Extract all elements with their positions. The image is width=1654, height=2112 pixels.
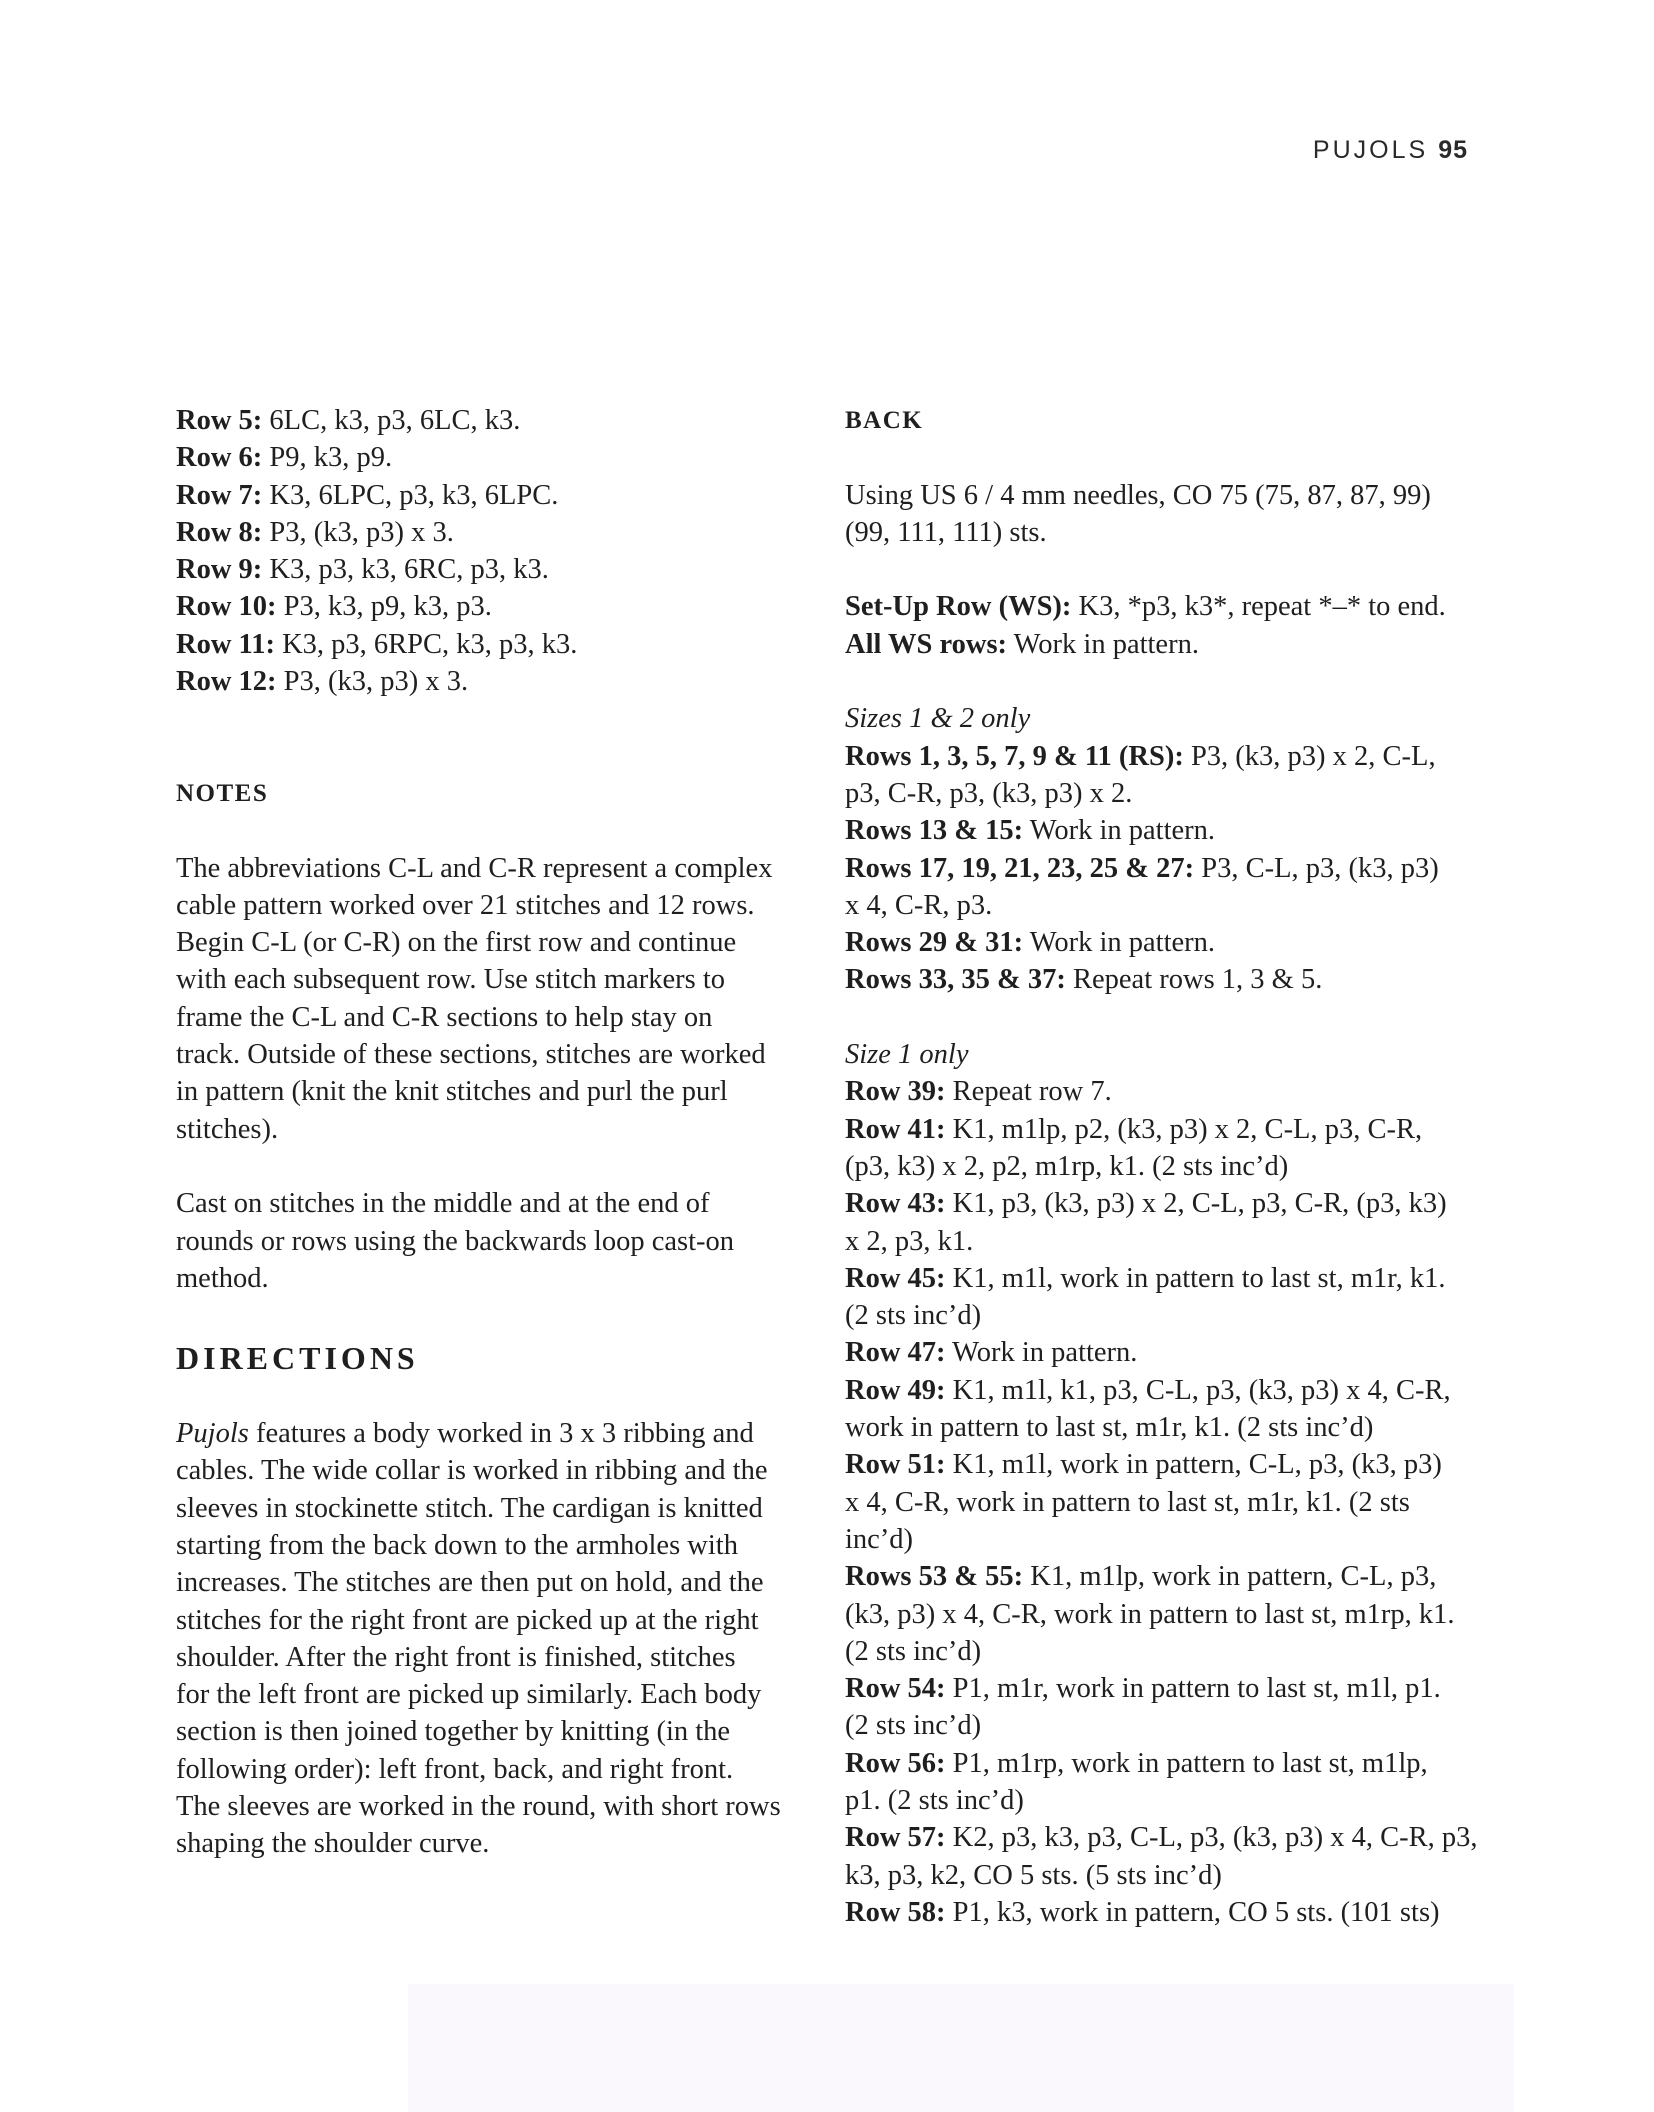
row-label: Row 47: — [845, 1337, 946, 1369]
row-label: Row 54: — [845, 1673, 946, 1705]
row-label: Row 41: — [845, 1113, 946, 1145]
text-line: stitches). — [176, 1113, 279, 1145]
pattern-row — [845, 626, 1485, 663]
row-label: Row 11: — [176, 628, 275, 660]
text-line: method. — [176, 1262, 269, 1294]
text-line — [176, 1415, 816, 1452]
pattern-row — [176, 626, 816, 663]
text-line: with each subsequent row. Use stitch markers to — [176, 964, 726, 996]
row-label: Row 56: — [845, 1747, 946, 1779]
pattern-row — [845, 588, 1485, 625]
pattern-row — [845, 812, 1485, 849]
row-text: Repeat row 7. — [945, 1076, 1112, 1108]
row-label: Set-Up Row (WS): — [845, 591, 1072, 623]
row-label: Row 7: — [176, 479, 263, 511]
row-text: P3, (k3, p3) x 2, C-L, — [1183, 740, 1436, 772]
pattern-row — [176, 663, 816, 700]
row-label: Row 57: — [845, 1822, 946, 1854]
left-column — [176, 402, 816, 1863]
pattern-row — [845, 924, 1485, 961]
pattern-row — [845, 1446, 1485, 1483]
text-line: frame the C-L and C-R sections to help stay on — [176, 1001, 713, 1033]
row-text: P3, C-L, p3, (k3, p3) — [1194, 852, 1439, 884]
row-text: p1. (2 sts inc’d) — [845, 1784, 1024, 1816]
directions-paragraph — [176, 1415, 816, 1863]
footer-band — [408, 1984, 1514, 2112]
sizes12-rows — [845, 738, 1485, 999]
pattern-row — [845, 850, 1485, 887]
pattern-row — [845, 1223, 1485, 1260]
pattern-row — [845, 1185, 1485, 1222]
row-label: Row 6: — [176, 442, 263, 474]
back-intro — [845, 477, 1485, 552]
row-label: Row 9: — [176, 554, 263, 586]
row-text: Work in pattern. — [945, 1337, 1138, 1369]
row-text: (p3, k3) x 2, p2, m1rp, k1. (2 sts inc’d) — [845, 1150, 1289, 1182]
pattern-row — [845, 1819, 1485, 1856]
row-text: K1, m1l, k1, p3, C-L, p3, (k3, p3) x 4, C-R, — [945, 1374, 1451, 1406]
row-text: work in pattern to last st, m1r, k1. (2 sts inc’d) — [845, 1412, 1374, 1444]
row-text: inc’d) — [845, 1523, 914, 1555]
row-text: k3, p3, k2, CO 5 sts. (5 sts inc’d) — [845, 1859, 1222, 1891]
pattern-row — [845, 1521, 1485, 1558]
row-label: Row 12: — [176, 666, 277, 698]
text-line: increases. The stitches are then put on hold, and the — [176, 1567, 764, 1599]
pattern-row — [845, 1558, 1485, 1595]
row-text: x 4, C-R, work in pattern to last st, m1r, k1. (2 sts — [845, 1486, 1410, 1518]
text-line: in pattern (knit the knit stitches and purl the purl — [176, 1076, 728, 1108]
row-text: P3, k3, p9, k3, p3. — [276, 591, 492, 623]
text-line: The abbreviations C-L and C-R represent a complex — [176, 852, 773, 884]
notes-paragraph — [176, 1185, 816, 1297]
row-text: P3, (k3, p3) x 3. — [276, 666, 469, 698]
running-header — [1313, 136, 1468, 165]
pattern-row — [845, 1857, 1485, 1894]
book-section-title: PUJOLS — [1312, 136, 1429, 164]
pattern-row — [845, 1670, 1485, 1707]
text-line: shaping the shoulder curve. — [176, 1828, 490, 1860]
row-text: K1, m1lp, work in pattern, C-L, p3, — [1023, 1561, 1437, 1593]
notes-paragraph — [176, 850, 816, 1148]
pattern-row — [845, 1409, 1485, 1446]
pattern-row — [845, 1372, 1485, 1409]
text-line: stitches for the right front are picked up at the right — [176, 1604, 759, 1636]
row-label: Row 49: — [845, 1374, 946, 1406]
pattern-row — [176, 439, 816, 476]
page-number: 95 — [1438, 136, 1468, 164]
size-subheading — [845, 700, 1485, 737]
right-column — [845, 402, 1485, 1931]
row-text: Repeat rows 1, 3 & 5. — [1065, 964, 1323, 996]
row-label: Row 58: — [845, 1896, 946, 1928]
row-text: K1, m1l, work in pattern to last st, m1r, k1. — [945, 1262, 1446, 1294]
pattern-row — [845, 1894, 1485, 1931]
row-list — [176, 402, 816, 700]
pattern-row — [845, 1073, 1485, 1110]
row-label: Rows 1, 3, 5, 7, 9 & 11 (RS): — [845, 740, 1184, 772]
row-text: Work in pattern. — [1007, 628, 1199, 660]
row-text: K1, m1l, work in pattern, C-L, p3, (k3, p3) — [945, 1449, 1442, 1481]
back-heading: BACK — [845, 407, 924, 434]
text-line: track. Outside of these sections, stitches are worked — [176, 1039, 766, 1071]
row-text: K1, p3, (k3, p3) x 2, C-L, p3, C-R, (p3, k3) — [945, 1188, 1447, 1220]
pattern-row — [845, 1297, 1485, 1334]
row-label: Rows 17, 19, 21, 23, 25 & 27: — [845, 852, 1195, 884]
row-text: K3, 6LPC, p3, k3, 6LPC. — [262, 479, 559, 511]
row-text: (2 sts inc’d) — [845, 1300, 982, 1332]
text-line: (99, 111, 111) sts. — [845, 516, 1047, 548]
pattern-row — [176, 588, 816, 625]
pattern-row — [845, 1745, 1485, 1782]
pattern-row — [845, 1484, 1485, 1521]
row-text: Work in pattern. — [1023, 815, 1216, 847]
row-text: K2, p3, k3, p3, C-L, p3, (k3, p3) x 4, C-R, p3, — [945, 1822, 1478, 1854]
row-text: (2 sts inc’d) — [845, 1635, 982, 1667]
row-text: p3, C-R, p3, (k3, p3) x 2. — [845, 777, 1133, 809]
row-text: x 2, p3, k1. — [845, 1225, 974, 1257]
row-text: P9, k3, p9. — [262, 442, 393, 474]
row-label: Rows 29 & 31: — [845, 927, 1024, 959]
row-label: Row 39: — [845, 1076, 946, 1108]
text-line: sleeves in stockinette stitch. The cardigan is knitted — [176, 1492, 763, 1524]
text-line: Using US 6 / 4 mm needles, CO 75 (75, 87, 87, 99) — [845, 479, 1431, 511]
row-text: P1, k3, work in pattern, CO 5 sts. (101 sts) — [945, 1896, 1440, 1928]
directions-heading: DIRECTIONS — [176, 1340, 419, 1377]
pattern-row — [845, 1782, 1485, 1819]
pattern-name: Pujols — [176, 1418, 249, 1450]
row-label: Rows 13 & 15: — [845, 815, 1024, 847]
row-text: K3, *p3, k3*, repeat *–* to end. — [1071, 591, 1446, 623]
pattern-row — [845, 1334, 1485, 1371]
row-text: K3, p3, 6RPC, k3, p3, k3. — [274, 628, 578, 660]
row-text: P3, (k3, p3) x 3. — [262, 516, 454, 548]
row-label: Rows 33, 35 & 37: — [845, 964, 1066, 996]
pattern-row — [845, 1707, 1485, 1744]
size1-rows — [845, 1073, 1485, 1931]
row-label: Row 8: — [176, 516, 263, 548]
text-line: for the left front are picked up similarly. Each body — [176, 1679, 762, 1711]
row-label: Row 51: — [845, 1449, 946, 1481]
pattern-row — [845, 1111, 1485, 1148]
row-text: P1, m1rp, work in pattern to last st, m1lp, — [945, 1747, 1428, 1779]
pattern-row — [845, 1633, 1485, 1670]
text-line: shoulder. After the right front is finished, stitches — [176, 1641, 736, 1673]
pattern-row — [176, 551, 816, 588]
text-line: starting from the back down to the armholes with — [176, 1529, 738, 1561]
pattern-row — [845, 1148, 1485, 1185]
pattern-row — [845, 1260, 1485, 1297]
pattern-row — [845, 1596, 1485, 1633]
row-label: Row 10: — [176, 591, 277, 623]
pattern-row — [176, 514, 816, 551]
text-line: Begin C-L (or C-R) on the first row and continue — [176, 927, 737, 959]
size-subheading — [845, 1036, 1485, 1073]
row-text: Work in pattern. — [1023, 927, 1216, 959]
text-line: Cast on stitches in the middle and at the end of — [176, 1188, 710, 1220]
text-line: rounds or rows using the backwards loop cast-on — [176, 1225, 735, 1257]
text-line: The sleeves are worked in the round, with short rows — [176, 1790, 781, 1822]
row-label: Rows 53 & 55: — [845, 1561, 1024, 1593]
size-subheading-text: Size 1 only — [845, 1039, 969, 1071]
row-text: (2 sts inc’d) — [845, 1710, 982, 1742]
text-line: cables. The wide collar is worked in ribbing and the — [176, 1455, 768, 1487]
row-text: P1, m1r, work in pattern to last st, m1l, p1. — [945, 1673, 1441, 1705]
row-label: Row 45: — [845, 1262, 946, 1294]
row-label: Row 43: — [845, 1188, 946, 1220]
pattern-row — [845, 887, 1485, 924]
row-text: K3, p3, k3, 6RC, p3, k3. — [262, 554, 549, 586]
text-span: features a body worked in 3 x 3 ribbing and — [248, 1418, 754, 1450]
text-line: cable pattern worked over 21 stitches and 12 rows. — [176, 889, 755, 921]
row-text: 6LC, k3, p3, 6LC, k3. — [262, 405, 521, 436]
row-label: All WS rows: — [845, 628, 1008, 660]
pattern-row — [176, 477, 816, 514]
pattern-row — [176, 402, 816, 439]
text-line: section is then joined together by knitting (in the — [176, 1716, 731, 1748]
pattern-row — [845, 738, 1485, 775]
row-label: Row 5: — [176, 405, 263, 436]
setup-rows — [845, 588, 1485, 663]
notes-heading: NOTES — [176, 779, 269, 807]
row-text: x 4, C-R, p3. — [845, 889, 993, 921]
text-line: following order): left front, back, and right front. — [176, 1753, 734, 1785]
size-subheading-text: Sizes 1 & 2 only — [845, 703, 1031, 735]
row-text: (k3, p3) x 4, C-R, work in pattern to last st, m1rp, k1. — [845, 1598, 1455, 1630]
row-text: K1, m1lp, p2, (k3, p3) x 2, C-L, p3, C-R, — [945, 1113, 1423, 1145]
pattern-row — [845, 775, 1485, 812]
pattern-row — [845, 961, 1485, 998]
